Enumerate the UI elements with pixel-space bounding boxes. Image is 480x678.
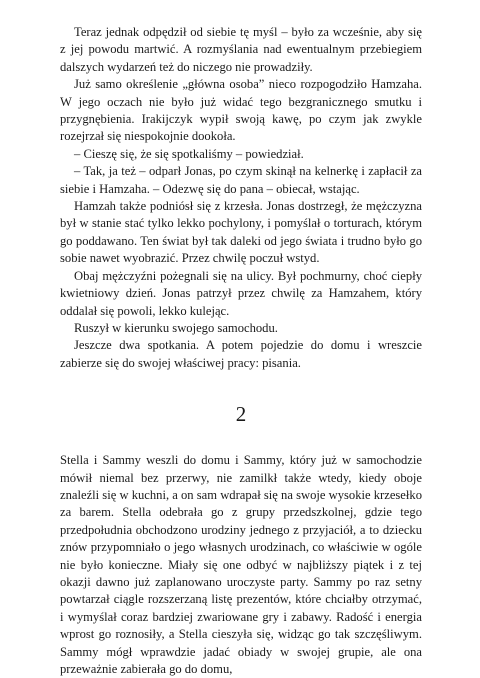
paragraph: Obaj mężczyźni pożegnali się na ulicy. Był pochmurny, choć ciepły kwietniowy dzień. Jonas patrzył przez chwilę za Hamzahem, który oddalał się powoli, lekko kulejąc. — [60, 268, 422, 318]
paragraph: Jeszcze dwa spotkania. A potem pojedzie do domu i wreszcie zabierze się do swojej właściwej pracy: pisania. — [60, 338, 422, 370]
paragraph: Ruszył w kierunku swojego samochodu. — [74, 320, 278, 335]
dialogue-line: – Tak, ja też – odparł Jonas, po czym skinął na kelnerkę i zapłacił za siebie i Hamzaha. – Odezwę się do pana – obiecał, wstając. — [60, 164, 422, 196]
dialogue-line: – Cieszę się, że się spotkaliśmy – powiedział. — [74, 146, 304, 161]
paragraph: Już samo określenie „główna osoba” nieco rozpogodziło Hamzaha. W jego oczach nie było już widać tego bezgranicznego smutku i przygnębienia. Irakijczyk wypił swoją kawę, po czym jak zwykle rozejrzał się niespokojnie dookoła. — [60, 77, 422, 144]
paragraph: Teraz jednak odpędził od siebie tę myśl – było za wcześnie, aby się z jej powodu martwić. A rozmyślania nad ewentualnym przebiegiem dalszych wydarzeń też do niczego nie prowadziły. — [60, 25, 422, 74]
paragraph: Hamzah także podniósł się z krzesła. Jonas dostrzegł, że mężczyzna był w stanie stać tylko lekko pochylony, i pomyślał o torturach, którym go poddawano. Ten świat był tak daleki od jego świata i trudno było go sobie nawet wyobrazić. Przez chwilę poczuł wstyd. — [60, 199, 422, 266]
book-page — [60, 24, 422, 678]
chapter-number: 2 — [235, 402, 247, 427]
paragraph: Stella i Sammy weszli do domu i Sammy, który już w samochodzie mówił niemal bez przerwy, nie zamilkł także wtedy, kiedy oboje znaleźli się w kuchni, a on sam wdrapał się na swoje wysokie krzesełko za barem. Stella odebrała go z grupy przedszkolnej, gdzie tego przedpołudnia obchodzono urodziny jednego z przyjaciół, a to dziecku znów przypomniało o jego własnych urodzinach, co właściwie w ogóle nie było konieczne. Miały się one odbyć w najbliższy piątek i z tej okazji dawno już zaplanowano uroczyste party. Sammy po raz setny powtarzał ciągle rozszerzaną listę prezentów, które chciałby otrzymać, i wymyślał coraz bardziej zwariowane gry i zabawy. Radość i energia wprost go roznosiły, a Stella cieszyła się, widząc go tak szczęśliwym. Sammy mógł wprawdzie jadać obiady w swojej grupie, ale ona przeważnie zabierała go do domu, — [60, 453, 422, 676]
